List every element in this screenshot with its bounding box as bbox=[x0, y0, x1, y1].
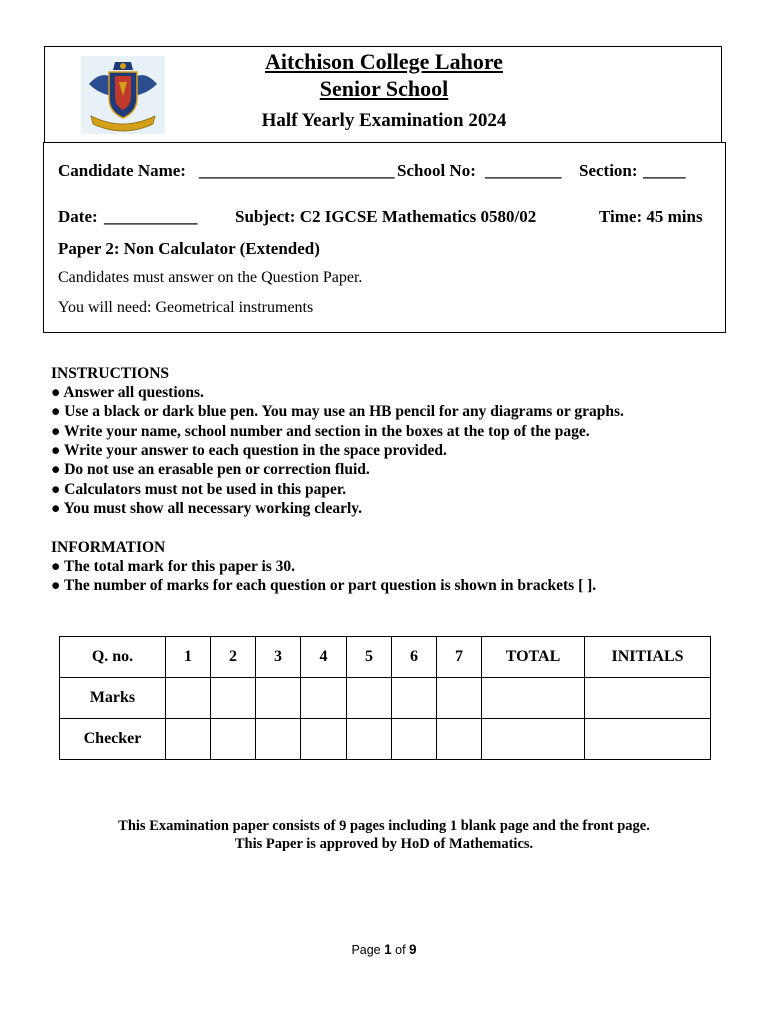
table-header-cell: 1 bbox=[166, 637, 211, 678]
school-name: Aitchison College Lahore bbox=[265, 49, 503, 74]
table-header-cell: 4 bbox=[301, 637, 347, 678]
exam-name: Half Yearly Examination 2024 bbox=[261, 110, 507, 131]
table-header-cell: 2 bbox=[211, 637, 256, 678]
time-text: Time: 45 mins bbox=[599, 207, 703, 226]
section-label: Section: bbox=[579, 161, 638, 180]
marks-cell[interactable] bbox=[166, 678, 211, 719]
checker-cell[interactable] bbox=[437, 719, 482, 760]
date-label: Date: bbox=[58, 207, 98, 226]
candidate-name-field[interactable]: _______________________ bbox=[199, 161, 395, 180]
page-number bbox=[0, 942, 768, 957]
page-prefix: Page bbox=[351, 943, 381, 957]
row-label: Marks bbox=[60, 678, 166, 719]
answer-note: Candidates must answer on the Question Paper. bbox=[58, 269, 363, 286]
checker-cell[interactable] bbox=[347, 719, 392, 760]
table-header-cell: 5 bbox=[347, 637, 392, 678]
checker-cell[interactable] bbox=[211, 719, 256, 760]
table-header-cell: INITIALS bbox=[585, 637, 711, 678]
school-no-label: School No: bbox=[397, 161, 476, 180]
subject-text: Subject: C2 IGCSE Mathematics 0580/02 bbox=[235, 207, 537, 226]
equipment-note: You will need: Geometrical instruments bbox=[58, 299, 314, 316]
instruction-item: ● Write your name, school number and section in the boxes at the top of the page. bbox=[51, 423, 590, 440]
instruction-item: ● Answer all questions. bbox=[51, 384, 204, 401]
pages-note: This Examination paper consists of 9 pages including 1 blank page and the front page. bbox=[118, 818, 650, 834]
checker-cell[interactable] bbox=[166, 719, 211, 760]
marks-cell[interactable] bbox=[301, 678, 347, 719]
marks-cell[interactable] bbox=[482, 678, 585, 719]
paper-title: Paper 2: Non Calculator (Extended) bbox=[58, 239, 320, 258]
checker-cell[interactable] bbox=[301, 719, 347, 760]
instruction-item: ● You must show all necessary working clearly. bbox=[51, 500, 363, 517]
instruction-item: ● Write your answer to each question in the space provided. bbox=[51, 442, 447, 459]
checker-cell[interactable] bbox=[482, 719, 585, 760]
marks-table bbox=[59, 636, 711, 760]
marks-cell[interactable] bbox=[437, 678, 482, 719]
marks-cell[interactable] bbox=[256, 678, 301, 719]
instruction-item: ● Calculators must not be used in this paper. bbox=[51, 481, 347, 498]
school-no-field[interactable]: _________ bbox=[485, 161, 562, 180]
marks-cell[interactable] bbox=[211, 678, 256, 719]
page-current: 1 bbox=[384, 942, 392, 957]
table-row bbox=[60, 719, 711, 760]
information-item: ● The number of marks for each question or part question is shown in brackets [ ]. bbox=[51, 577, 597, 594]
marks-cell[interactable] bbox=[347, 678, 392, 719]
instruction-item: ● Use a black or dark blue pen. You may use an HB pencil for any diagrams or graphs. bbox=[51, 403, 624, 420]
checker-cell[interactable] bbox=[256, 719, 301, 760]
information-heading: INFORMATION bbox=[51, 539, 166, 556]
checker-cell[interactable] bbox=[585, 719, 711, 760]
checker-cell[interactable] bbox=[392, 719, 437, 760]
marks-cell[interactable] bbox=[585, 678, 711, 719]
table-header-cell: 6 bbox=[392, 637, 437, 678]
instructions-heading: INSTRUCTIONS bbox=[51, 365, 170, 382]
section-field[interactable]: _____ bbox=[643, 161, 686, 180]
table-row bbox=[60, 678, 711, 719]
marks-cell[interactable] bbox=[392, 678, 437, 719]
information-item: ● The total mark for this paper is 30. bbox=[51, 558, 296, 575]
date-field[interactable]: ___________ bbox=[104, 207, 198, 226]
candidate-name-label: Candidate Name: bbox=[58, 161, 186, 180]
approval-note: This Paper is approved by HoD of Mathematics. bbox=[234, 836, 534, 852]
row-label: Checker bbox=[60, 719, 166, 760]
table-header-cell: Q. no. bbox=[60, 637, 166, 678]
school-section: Senior School bbox=[319, 76, 449, 101]
table-header-row bbox=[60, 637, 711, 678]
table-header-cell: 7 bbox=[437, 637, 482, 678]
table-header-cell: TOTAL bbox=[482, 637, 585, 678]
page-of: of bbox=[395, 943, 406, 957]
instruction-item: ● Do not use an erasable pen or correction fluid. bbox=[51, 461, 370, 478]
table-header-cell: 3 bbox=[256, 637, 301, 678]
page-total: 9 bbox=[409, 942, 417, 957]
